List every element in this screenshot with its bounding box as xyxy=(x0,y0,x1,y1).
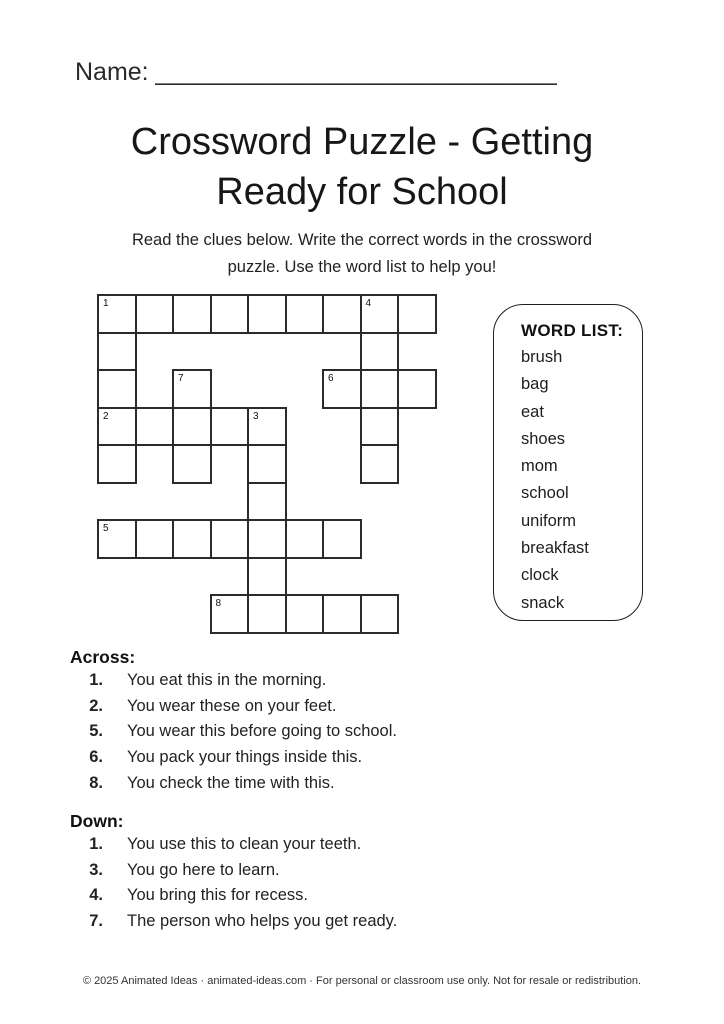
clue-text: You eat this in the morning. xyxy=(127,671,327,689)
clue-text: You go here to learn. xyxy=(127,860,280,879)
grid-cell xyxy=(210,519,250,559)
word-list-items xyxy=(521,344,589,617)
across-clue xyxy=(70,694,397,720)
grid-cell xyxy=(172,369,212,409)
grid-cell xyxy=(360,294,400,334)
down-clue xyxy=(70,832,397,858)
clue-number: 4. xyxy=(89,886,103,905)
grid-cell xyxy=(210,294,250,334)
grid-cell xyxy=(97,294,137,334)
grid-cell xyxy=(97,444,137,484)
name-blank-line: ______________________________ xyxy=(154,58,557,86)
clue-number: 3. xyxy=(89,860,103,879)
clue-text: You check the time with this. xyxy=(127,773,335,792)
grid-cell xyxy=(322,519,362,559)
grid-cell xyxy=(285,594,325,634)
page-title-line-2: Ready for School xyxy=(216,171,508,213)
grid-cell xyxy=(247,594,287,634)
grid-cell xyxy=(135,519,175,559)
grid-cell-number: 5 xyxy=(103,523,109,534)
word-list-item: shoes xyxy=(521,429,566,448)
grid-cell xyxy=(322,294,362,334)
down-clue xyxy=(70,883,397,909)
grid-cell-number: 3 xyxy=(253,410,259,422)
across-clue xyxy=(70,668,397,694)
grid-cell-number: 7 xyxy=(178,373,184,384)
down-clue-list xyxy=(70,832,397,935)
grid-cell xyxy=(135,407,175,447)
grid-cell xyxy=(322,369,362,409)
clue-text: You pack your things inside this. xyxy=(127,748,363,767)
grid-cell-number: 2 xyxy=(103,410,109,422)
grid-cell xyxy=(135,294,175,334)
instructions-line-2: puzzle. Use the word list to help you! xyxy=(227,257,497,276)
grid-cell xyxy=(247,557,287,597)
grid-cell xyxy=(247,294,287,334)
word-list-box xyxy=(493,304,643,621)
grid-cell xyxy=(285,519,325,559)
crossword-grid xyxy=(97,294,437,634)
grid-cell xyxy=(247,519,287,559)
grid-cell xyxy=(210,407,250,447)
grid-cell xyxy=(172,294,212,334)
grid-cell xyxy=(322,594,362,634)
footer-copyright: © 2025 Animated Ideas · animated-ideas.com · For personal or classroom use only. Not for resale or redistribution. xyxy=(82,975,642,987)
word-list-title: WORD LIST: xyxy=(521,321,624,340)
word-list-item: breakfast xyxy=(521,539,589,558)
word-list-item: school xyxy=(521,484,569,503)
grid-cell xyxy=(397,294,437,334)
word-list-item: clock xyxy=(521,566,559,585)
grid-cell xyxy=(97,407,137,447)
page-title xyxy=(0,117,724,217)
instructions-line-1: Read the clues below. Write the correct words in the crossword xyxy=(131,231,593,249)
across-clue xyxy=(70,771,397,797)
grid-cell xyxy=(97,519,137,559)
clue-number: 7. xyxy=(89,912,103,931)
word-list-item: eat xyxy=(521,402,544,421)
clue-text: The person who helps you get ready. xyxy=(127,912,398,931)
down-clue xyxy=(70,909,397,935)
down-heading: Down: xyxy=(70,811,124,831)
word-list-item: uniform xyxy=(521,511,577,530)
clue-text: You bring this for recess. xyxy=(127,886,308,905)
clue-number: 1. xyxy=(89,671,103,689)
grid-cell xyxy=(97,332,137,372)
grid-cell xyxy=(285,294,325,334)
grid-cell xyxy=(172,519,212,559)
grid-cell xyxy=(247,482,287,522)
grid-cell xyxy=(97,369,137,409)
clue-number: 6. xyxy=(89,748,103,767)
across-heading: Across: xyxy=(70,647,136,667)
grid-cell xyxy=(247,407,287,447)
grid-cell xyxy=(397,369,437,409)
grid-cell-number: 1 xyxy=(103,298,109,309)
grid-cell xyxy=(360,407,400,447)
grid-cell xyxy=(360,444,400,484)
name-label: Name: xyxy=(75,58,149,86)
grid-cell-number: 4 xyxy=(365,298,372,309)
clue-number: 8. xyxy=(89,773,103,792)
grid-cell-number: 6 xyxy=(328,373,334,384)
word-list-item: mom xyxy=(521,457,558,476)
grid-cell xyxy=(210,594,250,634)
grid-cell xyxy=(360,369,400,409)
clue-number: 5. xyxy=(89,722,103,741)
grid-cell xyxy=(247,444,287,484)
across-section xyxy=(70,646,397,797)
grid-cell-number: 8 xyxy=(215,598,222,609)
instructions xyxy=(0,227,724,280)
grid-cell xyxy=(172,444,212,484)
grid-cell xyxy=(172,407,212,447)
grid-cell xyxy=(360,332,400,372)
across-clue xyxy=(70,719,397,745)
clue-text: You wear these on your feet. xyxy=(127,696,337,715)
clue-text: You wear this before going to school. xyxy=(127,722,397,741)
across-clue xyxy=(70,745,397,771)
page-title-line-1: Crossword Puzzle - Getting xyxy=(130,121,594,163)
grid-cell xyxy=(360,594,400,634)
across-clue-list xyxy=(70,668,397,797)
clue-number: 1. xyxy=(89,835,103,853)
word-list-item: snack xyxy=(521,593,565,612)
down-clue xyxy=(70,858,397,884)
clue-text: You use this to clean your teeth. xyxy=(127,835,362,853)
down-section xyxy=(70,810,397,935)
word-list-item: bag xyxy=(521,375,549,394)
word-list-item: brush xyxy=(521,348,563,366)
name-row xyxy=(75,58,557,87)
clue-number: 2. xyxy=(89,696,103,715)
